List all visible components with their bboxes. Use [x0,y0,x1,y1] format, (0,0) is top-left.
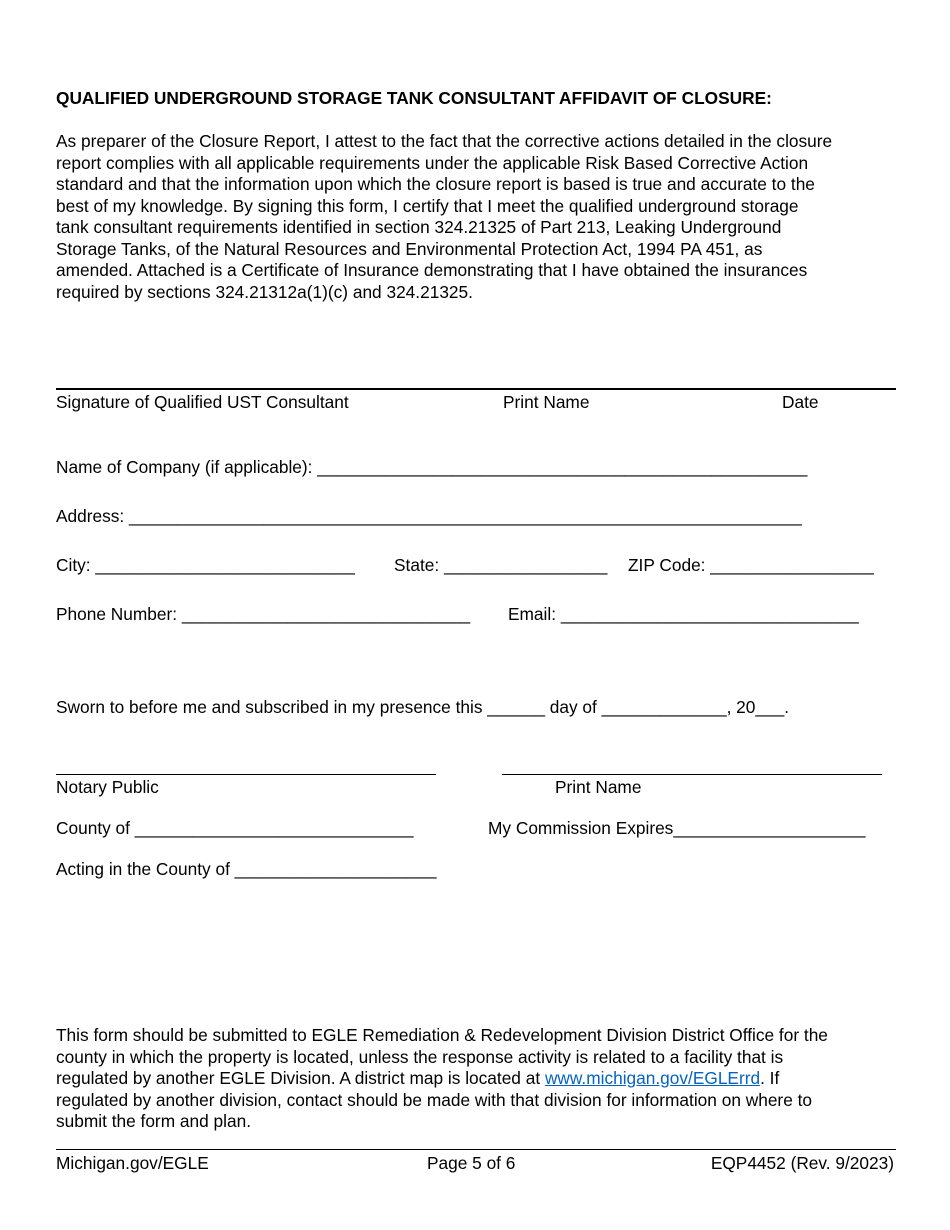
company-name-field[interactable]: Name of Company (if applicable): ___________________________________________________ [56,457,808,477]
submission-line [56,1068,906,1090]
address-field[interactable]: Address: ______________________________________________________________________ [56,506,802,526]
notary-print-name-label: Print Name [555,777,642,797]
submission-line: submit the form and plan. [56,1111,251,1131]
submission-line: regulated by another division, contact should be made with that division for information on where to [56,1089,813,1110]
date-label: Date [782,392,819,412]
notary-print-name-line[interactable] [502,774,882,775]
commission-expires-field[interactable]: My Commission Expires____________________ [488,818,866,838]
submission-text: regulated by another EGLE Division. A district map is located at [56,1068,545,1088]
city-field[interactable]: City: ___________________________ [56,555,355,575]
acting-county-field[interactable]: Acting in the County of _____________________ [56,859,437,879]
attestation-paragraph [56,131,906,303]
zip-code-field[interactable]: ZIP Code: _________________ [628,555,874,575]
attestation-line: amended. Attached is a Certificate of Insurance demonstrating that I have obtained the insurances [56,260,808,280]
sworn-statement[interactable]: Sworn to before me and subscribed in my presence this ______ day of _____________, 20___. [56,697,790,717]
notary-signature-line[interactable] [56,774,436,775]
signature-line[interactable] [56,388,896,390]
email-field[interactable]: Email: _______________________________ [508,604,859,624]
submission-line: county in which the property is located, unless the response activity is related to a facility that is [56,1046,784,1067]
form-number: EQP4452 (Rev. 9/2023) [710,1153,894,1173]
attestation-line: best of my knowledge. By signing this form, I certify that I meet the qualified underground storage [56,195,799,216]
attestation-line: Storage Tanks, of the Natural Resources and Environmental Protection Act, 1994 PA 451, as [56,238,763,259]
state-field[interactable]: State: _________________ [394,555,608,575]
submission-line: This form should be submitted to EGLE Remediation & Redevelopment Division District Office for the [56,1025,828,1045]
attestation-line: standard and that the information upon which the closure report is based is true and accurate to the [56,174,815,194]
attestation-line: As preparer of the Closure Report, I attest to the fact that the corrective actions detailed in the closure [56,131,833,151]
attestation-line: report complies with all applicable requirements under the applicable Risk Based Corrective Action [56,152,809,173]
attestation-line: required by sections 324.21312a(1)(c) and 324.21325. [56,281,473,302]
county-field[interactable]: County of _____________________________ [56,818,414,838]
district-map-link[interactable]: www.michigan.gov/EGLErrd [544,1068,761,1088]
footer-divider [56,1149,896,1150]
attestation-line: tank consultant requirements identified in section 324.21325 of Part 213, Leaking Underground [56,217,782,237]
page-number: Page 5 of 6 [427,1153,516,1173]
signature-label: Signature of Qualified UST Consultant [56,392,349,412]
submission-text: . If [760,1068,780,1088]
form-title: QUALIFIED UNDERGROUND STORAGE TANK CONSULTANT AFFIDAVIT OF CLOSURE: [56,88,772,108]
submission-instructions [56,1025,906,1133]
notary-public-label: Notary Public [56,777,159,797]
print-name-label: Print Name [503,392,590,412]
phone-number-field[interactable]: Phone Number: ______________________________ [56,604,471,624]
footer-website: Michigan.gov/EGLE [56,1153,209,1173]
